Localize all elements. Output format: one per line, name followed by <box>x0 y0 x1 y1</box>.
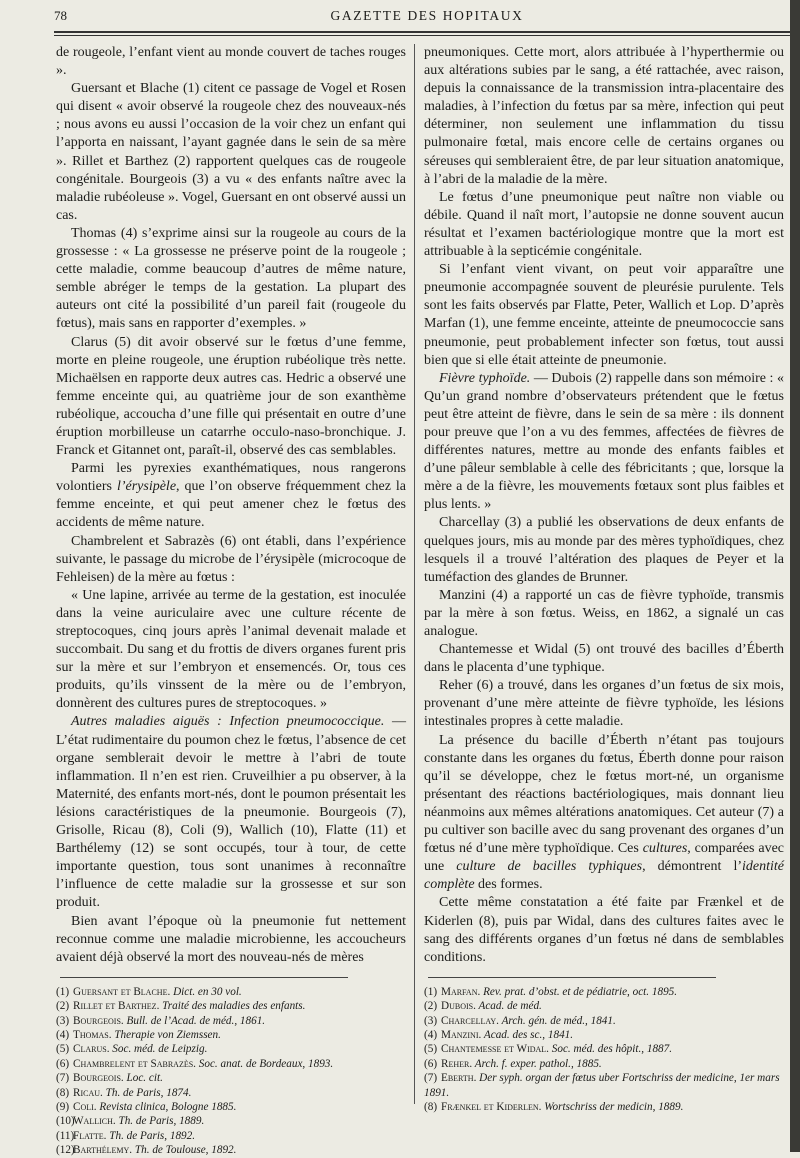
header-rule-thin <box>54 35 800 36</box>
footnote <box>56 1028 406 1042</box>
footnote-rule <box>60 977 348 978</box>
paragraph: La présence du bacille d’Éberth n’étant pas toujours constante dans les organes du fœtus, Éberth donne pour raison qu’il se développe, chez le fœtus mort-né, un organisme présentant des réactions bactériologiques, mais donnant lieu néanmoins aux mêmes altérations anatomiques. Cet auteur (7) a pu cultiver son bacille avec du sang provenant des organes d’un fœtus né d’une mère typhoïdique. Ces cultures, comparées avec une culture de bacilles typhiques, démontrent l’identité complète des formes. <box>424 732 785 893</box>
footnote <box>424 1028 784 1042</box>
footnote-number: (9) <box>56 1101 70 1114</box>
footnote <box>424 1042 784 1056</box>
footnote-author: Guersant et Blache. <box>73 985 171 998</box>
footnote-author: Bourgeois. <box>73 1014 124 1027</box>
footnote-number: (7) <box>56 1072 70 1085</box>
section-heading: Autres maladies aiguës : Infection pneumococcique. <box>71 714 385 730</box>
footnote-number: (6) <box>56 1057 70 1070</box>
paragraph: de rougeole, l’enfant vient au monde couvert de taches rouges ». <box>56 45 406 79</box>
footnote-author: Eberth. <box>441 1072 477 1085</box>
footnote <box>56 1114 406 1128</box>
footnote-author: Chambrelent et Sabrazès. <box>73 1057 196 1070</box>
page-header <box>54 4 800 28</box>
footnote-source: Soc. anat. de Bordeaux, 1893. <box>195 1057 334 1070</box>
paragraph: Fièvre typhoïde. — Dubois (2) rappelle dans son mémoire : « Qu’un grand nombre d’observateurs prétendent que le fœtus peut être atteint de fièvre, dans le sein de sa mère : ils donnent pour preuve que l’on a vu des femmes, affectées de fièvres de différentes natures, mettre au monde des enfants faibles et d’une pâleur semblable à celle des fébricitants ; que, lorsque la mère a de la fièvre, les mouvements fœtaux sont plus faibles et plus lents. » <box>424 370 785 513</box>
footnote-source: Bull. de l’Acad. de méd., 1861. <box>123 1014 266 1027</box>
footnote-number: (1) <box>56 985 70 998</box>
footnote-author: Ricau. <box>73 1086 103 1099</box>
right-column <box>424 44 784 1114</box>
footnote <box>56 1057 406 1071</box>
page-edge <box>790 0 800 1152</box>
paragraph: Si l’enfant vient vivant, on peut voir apparaître une pneumonie accompagnée souvent de pleurésie purulente. Tels sont les faits observés par Flatte, Peter, Wallich et Lop. D’après Marfan (1), une femme enceinte, atteinte de pneumococcie sans pneumonie, peut probablement infecter son fœtus, tout aussi bien que si elle était atteinte de pneumonie. <box>424 262 784 368</box>
paragraph: Parmi les pyrexies exanthématiques, nous rangerons volontiers l’érysipèle, que l’on observe fréquemment chez la femme enceinte, et qui peut amener chez le fœtus des accidents de même nature. <box>56 461 406 531</box>
footnote-source: Revista clinica, Bologne 1885. <box>96 1101 237 1114</box>
column-divider <box>414 44 415 1104</box>
footnote <box>56 1086 406 1100</box>
footnote-number: (3) <box>424 1014 438 1027</box>
section-heading: Fièvre typhoïde. <box>439 370 531 386</box>
footnote-author: Barthélemy. <box>73 1144 133 1157</box>
footnote-author: Frænkel et Kiderlen. <box>441 1101 542 1114</box>
footnote <box>56 1143 406 1157</box>
footnote-source: Th. de Paris, 1874. <box>102 1086 192 1099</box>
footnote-author: Marfan. <box>441 985 481 998</box>
footnote <box>424 1057 784 1071</box>
page-number: 78 <box>54 8 67 23</box>
footnote <box>56 1071 406 1085</box>
footnote-number: (4) <box>56 1029 70 1041</box>
quotation: « Une lapine, arrivée au terme de la gestation, est inoculée dans la veine auriculaire avec une culture récente de streptocoques, cinq jours après l’animal devenait malade et succombait. Du sang et du frottis de divers organes furent pris sur la mère et sur l’embryon et ensemencés. Or, tous ces produits, qu’ils vinssent de la mère ou de l’embryon, donnèrent des cultures pures de streptocoques. » <box>56 587 406 712</box>
footnote-author: Rillet et Barthez. <box>73 1000 160 1013</box>
paragraph: Reher (6) a trouvé, dans les organes d’un fœtus de six mois, provenant d’une mère atteinte de fièvre typhoïde, les lésions intestinales propres à cette maladie. <box>424 678 784 730</box>
footnote-number: (2) <box>56 1000 70 1013</box>
footnote-number: (3) <box>56 1014 70 1027</box>
footnote <box>424 1071 784 1100</box>
footnote-source: Loc. cit. <box>123 1072 163 1085</box>
footnote <box>424 999 784 1013</box>
footnote-source: Soc. méd. de Leipzig. <box>109 1043 208 1056</box>
footnote <box>56 985 406 999</box>
footnote-number: (8) <box>56 1086 70 1099</box>
footnote-source: Th. de Paris, 1892. <box>106 1129 196 1142</box>
footnote-author: Coli. <box>73 1101 97 1114</box>
footnote-rule <box>428 977 716 978</box>
footnote <box>424 985 784 999</box>
footnote-number: (12) <box>56 1144 75 1157</box>
footnote-source: Acad. des sc., 1841. <box>481 1029 574 1041</box>
footnote-author: Manzini. <box>441 1029 482 1041</box>
footnote-number: (7) <box>424 1072 438 1085</box>
paragraph: Chambrelent et Sabrazès (6) ont établi, dans l’expérience suivante, le passage du microbe de l’érysipèle (microcoque de Fehleisen) de la mère au fœtus : <box>56 533 406 585</box>
paragraph: Chantemesse et Widal (5) ont trouvé des bacilles d’Éberth dans le placenta d’une typhique. <box>424 642 784 676</box>
footnote-author: Flatte. <box>73 1129 107 1142</box>
footnote-source: Wortschriss der medicin, 1889. <box>541 1101 684 1114</box>
footnote-source: Th. de Paris, 1889. <box>115 1115 205 1128</box>
footnote-author: Thomas. <box>73 1029 112 1041</box>
footnote-source: Der syph. organ der fœtus uber Fortschriss der medicine, 1er mars 1891. <box>424 1072 780 1099</box>
paragraph: Bien avant l’époque où la pneumonie fut nettement reconnue comme une maladie microbienne, les accoucheurs avaient déjà observé la mort des nouveau-nés de mères <box>56 913 406 965</box>
footnote-number: (1) <box>424 985 438 998</box>
footnote-number: (11) <box>56 1129 75 1142</box>
footnote <box>56 1042 406 1056</box>
paragraph: Thomas (4) s’exprime ainsi sur la rougeole au cours de la grossesse : « La grossesse ne préserve point de la rougeole ; cette maladie, comme beaucoup d’autres de même nature, semble abréger le temps de la gestation. La plupart des auteurs ont cité la possibilité d’un pareil fait (rougeole du fœtus), mais sans en rapporter d’exemples. » <box>56 225 406 332</box>
journal-title: GAZETTE DES HOPITAUX <box>330 8 524 23</box>
left-column <box>56 44 406 1158</box>
footnote-source: Dict. en 30 vol. <box>170 985 242 998</box>
footnote-number: (2) <box>424 1000 438 1013</box>
footnote <box>56 1014 406 1028</box>
footnote-author: Wallich. <box>73 1115 116 1128</box>
paragraph: Clarus (5) dit avoir observé sur le fœtus d’une femme, morte en pleine rougeole, une éruption rubéolique très nette. Michaëlsen en rapporte deux autres cas. Hedric a observé une femme enceinte qui, au quatrième jour de son exanthème rubéolique, accoucha d’une fille qui présentait en outre d’une éruption morbilleuse un catarrhe occulo-naso-bronchique. J. Franck et Gitannet ont, paraît-il, observé des cas semblables. <box>56 334 406 459</box>
paragraph: Manzini (4) a rapporté un cas de fièvre typhoïde, transmis par la mère à son fœtus. Weiss, en 1862, a signalé un cas analogue. <box>424 587 784 639</box>
footnote <box>56 1129 406 1143</box>
footnote-source: Arch. gén. de méd., 1841. <box>498 1014 616 1027</box>
footnote-author: Dubois. <box>441 1000 476 1013</box>
footnote-source: Therapie von Ziemssen. <box>111 1029 221 1041</box>
footnotes <box>424 985 784 1115</box>
footnote <box>424 1014 784 1028</box>
footnote-author: Chantemesse et Widal. <box>441 1043 549 1056</box>
footnote-number: (6) <box>424 1057 438 1070</box>
footnote-source: Arch. f. exper. pathol., 1885. <box>472 1057 602 1070</box>
footnote-source: Th. de Toulouse, 1892. <box>132 1144 237 1157</box>
paragraph: Le fœtus d’une pneumonique peut naître non viable ou débile. Quand il naît mort, l’autopsie ne donne souvent aucun résultat et l’examen bactériologique montre que la mort est attribuable à la septicémie congénitale. <box>424 189 784 260</box>
paragraph: Autres maladies aiguës : Infection pneumococcique. — L’état rudimentaire du poumon chez le fœtus, l’absence de cet organe semblerait devoir le mettre à l’abri de toute inflammation. Il n’en est rien. Cruveilhier a pu observer, à la Maternité, des enfants mort-nés, dont le poumon présentait les lésions caractéristiques de la pneumonie. Bourgeois (7), Grisolle, Ricau (8), Coli (9), Wallich (10), Flatte (11) et Barthélemy (12) se sont occupés, tour à tour, de cette importante question, tous sont unanimes à reconnaître l’influence de cette maladie sur la grossesse et sur son produit. <box>56 714 406 911</box>
footnote-source: Acad. de méd. <box>475 1000 542 1013</box>
footnote-source: Traité des maladies des enfants. <box>159 1000 306 1013</box>
paragraph: pneumoniques. Cette mort, alors attribuée à l’hyperthermie ou aux altérations subies par le sang, a été rattachée, avec raison, depuis la connaissance de la transmission intra-placentaire des maladies, à l’infection du fœtus par sa mère, infection qui peut déterminer, non seulement une inflammation du tissu pulmonaire fœtal, mais encore celle de certains organes ou séreuses qui sembleraient être, de par leur situation anatomique, à l’abri de la maladie de la mère. <box>424 45 784 187</box>
paragraph: Charcellay (3) a publié les observations de deux enfants de quelques jours, mis au monde par des mères typhoïdiques, chez lesquels il a trouvé l’altération des plaques de Peyer et la tuméfaction des glandes de Brunner. <box>424 515 784 585</box>
paragraph: Guersant et Blache (1) citent ce passage de Vogel et Rosen qui disent « avoir observé la rougeole chez des nouveaux-nés ; nous avons eu aussi l’occasion de la voir chez un enfant qui l’apporta en naissant, l’ayant gagnée dans le sein de sa mère ». Rillet et Barthez (2) rapportent quelques cas de rougeole congénitale. Bourgeois (3) a vu « des enfants naître avec la maladie rubéoleuse ». Vogel, Guersant en ont observé aussi un cas. <box>56 81 406 223</box>
header-rule-thick <box>54 31 800 33</box>
footnote <box>56 1100 406 1114</box>
footnote-source: Soc. méd. des hôpit., 1887. <box>548 1043 673 1056</box>
footnote <box>424 1100 784 1114</box>
footnote-number: (5) <box>56 1043 70 1056</box>
footnote-number: (8) <box>424 1101 438 1114</box>
footnote-author: Reher. <box>441 1057 473 1070</box>
footnote-number: (10) <box>56 1115 75 1128</box>
footnotes <box>56 985 406 1158</box>
footnote-author: Charcellay. <box>441 1014 499 1027</box>
paragraph: Cette même constatation a été faite par Frænkel et de Kiderlen (8), puis par Widal, dans des cultures faites avec le sang des différents organes d’un fœtus né dans de semblables conditions. <box>424 895 784 965</box>
footnote-author: Bourgeois. <box>73 1072 124 1085</box>
footnote-number: (5) <box>424 1043 438 1056</box>
footnote <box>56 999 406 1013</box>
footnote-source: Rev. prat. d’obst. et de pédiatrie, oct. 1895. <box>480 985 678 998</box>
footnote-author: Clarus. <box>73 1043 110 1056</box>
footnote-number: (4) <box>424 1029 438 1041</box>
